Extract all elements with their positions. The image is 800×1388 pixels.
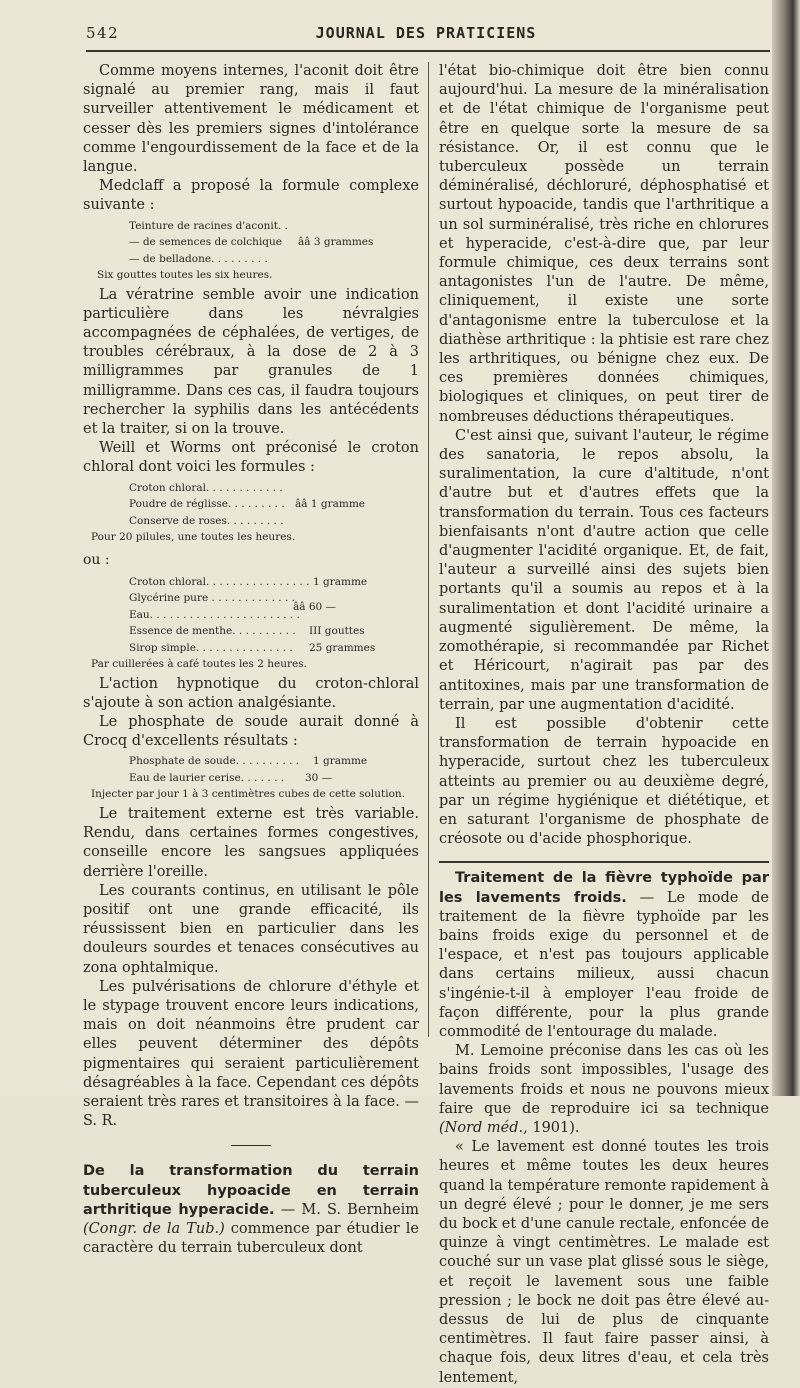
paragraph-weill-worms: Weill et Worms ont préconisé le croton chloral dont voici les formules :: [83, 440, 419, 476]
formula-line: — de semences de colchique: [129, 236, 282, 249]
formula-line: Teinture de racines d'aconit. .: [129, 219, 288, 232]
formula-medclaff: [83, 218, 419, 284]
formula-line: Essence de menthe. . . . . . . . . .: [129, 625, 296, 638]
paragraph-pulverisations: Les pulvérisations de chlorure d'éthyle et le stypage trouvent encore leurs indications, mais on doit néanmoins être prudent car elles peuvent déterminer des dépôts pigmentaires qui seraient particulièrement désagréables à la face. Cependant ces dépôts seraient très rares et transitoires à la face. — S. R.: [83, 978, 419, 1130]
formula-amount: 1 gramme: [313, 755, 368, 768]
page-binding-edge: [772, 0, 800, 1096]
page-header: [86, 24, 766, 46]
formula-dose: ââ 1 gramme: [295, 498, 366, 511]
paragraph-medclaff: Medclaff a proposé la formule complexe suivante :: [83, 178, 419, 214]
formula-note: Six gouttes toutes les six heures.: [97, 269, 273, 282]
alternative-label: ou :: [83, 551, 110, 568]
formula-line: Croton chloral. . . . . . . . . . . .: [129, 481, 283, 494]
paragraph-sanatoria: C'est ainsi que, suivant l'auteur, le régime des sanatoria, le repos absolu, la suralimentation, la cure d'altitude, n'ont d'autre but et d'autres effets que la transformation du terrain. Tous ces facteurs bienfaisants n'ont d'autre action que celle d'augmenter l'acidité organique. Et, de fait, l'auteur a surveillé ainsi des sujets bien portants qu'il a soumis au repos et à la suralimentation et dont l'acidité urinaire a augmenté sigulièrement. De même, la zomothérapie, si recommandée par Richet et Héricourt, n'agirait pas par des antitoxines, mais par une transformation de terrain, par une augmentation d'acidité.: [439, 427, 769, 713]
page-number: 542: [86, 24, 120, 42]
formula-amount: 1 gramme: [313, 575, 368, 588]
right-column: [439, 62, 769, 1388]
journal-title: JOURNAL DES PRATICIENS: [315, 24, 537, 42]
paragraph-aconit: Comme moyens internes, l'aconit doit être signalé au premier rang, mais il faut surveiller attentivement le médicament et cesser dès les premiers signes d'intolérance comme l'engourdissement de la face et de la langue.: [83, 63, 419, 176]
formula-phosphate: [83, 753, 419, 803]
article-heading: De la transformation du terrain tuberculeux hypoacide en terrain arthritique hyperacide.: [83, 1163, 419, 1218]
formula-line: Eau. . . . . . . . . . . . . . . . . . . . . . .: [129, 608, 300, 621]
formula-line: Conserve de roses. . . . . . . . .: [129, 514, 284, 527]
formula-amount: III gouttes: [309, 625, 365, 638]
paragraph-external-treatment: Le traitement externe est très variable. Rendu, dans certaines formes congestives, conseille encore les sangsues appliquées derrière l'oreille.: [83, 805, 419, 880]
formula-line: Croton chloral. . . . . . . . . . . . . . . .: [129, 575, 310, 588]
formula-line: Sirop simple. . . . . . . . . . . . . . .: [129, 641, 293, 654]
formula-croton-syrup: [83, 574, 419, 673]
paragraph-lemoine: [439, 1042, 769, 1138]
formula-note: Pour 20 pilules, une toutes les heures.: [91, 531, 296, 544]
formula-amount: 25 grammes: [309, 641, 376, 654]
paragraph-phosphate: Le phosphate de soude aurait donné à Crocq d'excellents résultats :: [83, 714, 419, 750]
formula-croton-pills: [83, 480, 419, 546]
paragraph-currents: Les courants continus, en utilisant le pôle positif ont une grande efficacité, ils réussissent bien en particulier dans les douleurs sourdes et tenaces consécutives au zona ophtalmique.: [83, 882, 419, 976]
section-rule: [439, 861, 769, 863]
article-text: — M. S. Bernheim: [274, 1201, 419, 1218]
formula-line: Phosphate de soude. . . . . . . . . .: [129, 755, 300, 768]
formula-note: Injecter par jour 1 à 3 centimètres cubes de cette solution.: [91, 788, 405, 801]
article-citation: (Congr. de la Tub.): [83, 1221, 225, 1238]
paragraph-lavement-quote: « Le lavement est donné toutes les trois heures et même toutes les deux heures quand la température remonte rapidement à un degré élevé ; pour le donner, je me sers du bock et d'une canule rectale, enfoncée de quinze à vingt centimètres. Le malade est couché sur un vase plat glissé sous le siège, et reçoit le lavement sous une faible pression ; le bock ne doit pas être élevé au-dessus de lui de plus de cinquante centimètres. Il faut faire passer ainsi, à chaque fois, deux litres d'eau, et cela très lentement,: [439, 1139, 769, 1386]
paragraph-text: M. Lemoine préconise dans les cas où les bains froids sont impossibles, l'usage des lavements froids et nous ne pouvons mieux faire que de reproduire ici sa technique: [439, 1043, 769, 1117]
formula-amount: ââ 60 —: [293, 600, 337, 613]
section-separator: [231, 1145, 271, 1146]
paragraph-veratrine: La vératrine semble avoir une indication particulière dans les névralgies accompagnées de céphalées, de vertiges, de troubles cérébraux, à la dose de 2 à 3 milligrammes par granules de 1 milligramme. Dans ces cas, il faudra toujours rechercher la syphilis dans les antécédents et la traiter, si on la trouve.: [83, 286, 419, 438]
paragraph-transformation: Il est possible d'obtenir cette transformation de terrain hypoacide en hyperacide, surtout chez les tuberculeux atteints au premier ou au deuxième degré, par un régime hygiénique et diététique, et en saturant l'organisme de phosphate de créosote ou d'acide phosphorique.: [439, 715, 769, 848]
paragraph-biochemistry: l'état bio-chimique doit être bien connu aujourd'hui. La mesure de la minéralisation et de l'état chimique de l'organisme peut être en quelque sorte la mesure de sa résistance. Or, il est connu que le tuberculeux possède un terrain déminéralisé, déchloruré, déphosphatisé et surtout hypoacide, tandis que l'arthritique a un sol surminéralisé, très riche en chlorures et hyperacide, c'est-à-dire que, par leur formule chimique, ces deux terrains sont antagonistes l'un de l'autre. De même, cliniquement, il existe une sorte d'antagonisme entre la tuberculose et la diathèse arthritique : la phtisie est rare chez les arthritiques, ou bénigne chez eux. De ces premières données chimiques, biologiques et cliniques, on peut tirer de nombreuses déductions thérapeutiques.: [439, 63, 769, 425]
header-rule: [86, 50, 770, 52]
formula-line: — de belladone. . . . . . . . .: [129, 252, 268, 265]
formula-line: Glycérine pure . . . . . . . . . . . . .: [129, 592, 295, 605]
article-citation: (Nord méd.: [439, 1119, 524, 1136]
article-typhoide: [439, 869, 769, 1042]
formula-line: Poudre de réglisse. . . . . . . . .: [129, 498, 285, 511]
formula-dose: ââ 3 grammes: [298, 236, 374, 249]
paragraph-text: , 1901).: [523, 1119, 580, 1136]
formula-amount: 30 —: [305, 771, 333, 784]
formula-line: Eau de laurier cerise. . . . . . .: [129, 771, 285, 784]
left-column: [83, 62, 419, 1258]
column-divider: [428, 62, 429, 1037]
article-text: — Le mode de traitement de la fièvre typhoïde par les bains froids exige du personnel et de l'espace, et n'est pas toujours applicable dans certains milieux, aussi chacun s'ingénie-t-il à employer l'eau froide de façon différente, pour la plus grande commodité de l'entourage du malade.: [439, 889, 770, 1040]
article-tuberculeux: [83, 1162, 419, 1258]
formula-note: Par cuillerées à café toutes les 2 heures.: [91, 658, 307, 671]
paragraph-hypnotic: L'action hypnotique du croton-chloral s'ajoute à son action analgésiante.: [83, 675, 419, 711]
article-heading: Traitement de la fièvre typhoïde par les lavements froids.: [439, 870, 769, 906]
article-text: commence par étudier le caractère du terrain tuberculeux dont: [83, 1221, 419, 1257]
